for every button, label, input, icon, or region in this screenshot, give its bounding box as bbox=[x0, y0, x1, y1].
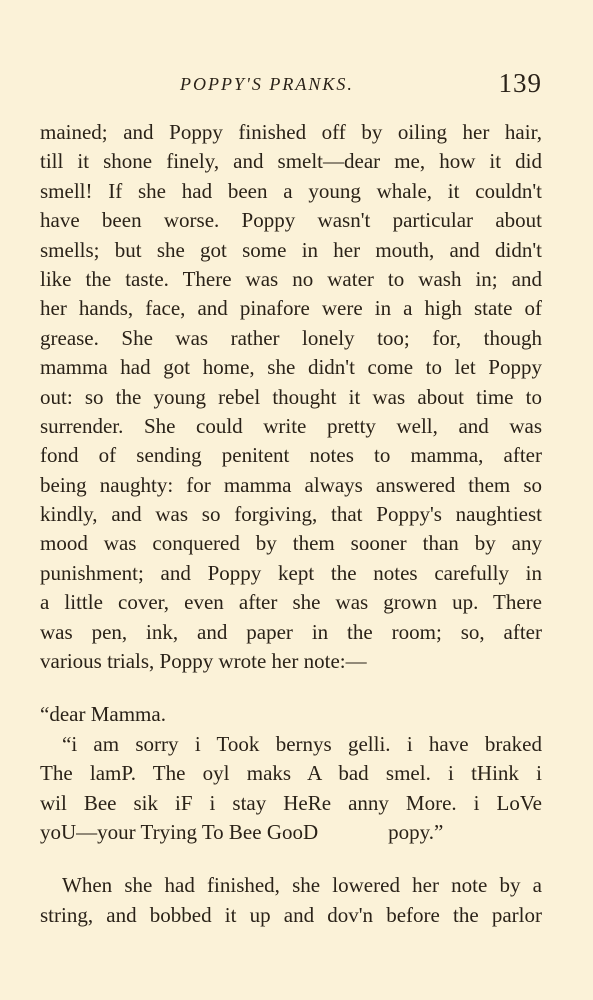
page-number: 139 bbox=[498, 68, 542, 98]
text-line: string, and bobbed it up and dov'n before the parlor bbox=[40, 902, 542, 927]
text-line: punishment; and Poppy kept the notes carefully in bbox=[40, 560, 542, 585]
text-line: grease. She was rather lonely too; for, though bbox=[40, 325, 542, 350]
text-line: When she had finished, she lowered her note by a bbox=[62, 873, 542, 898]
text-line: kindly, and was so forgiving, that Poppy's naughtiest bbox=[40, 502, 542, 527]
text-line: have been worse. Poppy wasn't particular about bbox=[40, 208, 542, 233]
body-text bbox=[40, 118, 542, 930]
running-title: POPPY'S PRANKS. bbox=[180, 74, 354, 94]
text-line: being naughty: for mamma always answered them so bbox=[40, 472, 542, 497]
text-line: like the taste. There was no water to wash in; and bbox=[40, 266, 542, 291]
text-line: till it shone finely, and smelt—dear me, how it did bbox=[40, 149, 542, 174]
paragraph-gap bbox=[40, 676, 542, 700]
text-line: mood was conquered by them sooner than by any bbox=[40, 531, 542, 556]
running-head bbox=[40, 68, 542, 108]
paragraph-gap bbox=[40, 847, 542, 871]
letter-signature: popy.” bbox=[388, 819, 444, 844]
text-line: her hands, face, and pinafore were in a high state of bbox=[40, 296, 542, 321]
text-line: fond of sending penitent notes to mamma, after bbox=[40, 443, 542, 468]
text-line: was pen, ink, and paper in the room; so, after bbox=[40, 619, 542, 644]
text-line: smell! If she had been a young whale, it couldn't bbox=[40, 178, 542, 203]
text-line: a little cover, even after she was grown up. There bbox=[40, 590, 542, 615]
paragraph-1 bbox=[40, 118, 542, 676]
letter-line: “i am sorry i Took bernys gelli. i have braked bbox=[62, 731, 542, 756]
letter-line: The lamP. The oyl maks A bad smel. i tHink i bbox=[40, 761, 542, 786]
letter bbox=[40, 700, 542, 847]
text-line: mained; and Poppy finished off by oiling her hair, bbox=[40, 120, 542, 144]
paragraph-2 bbox=[40, 871, 542, 930]
letter-line: wil Bee sik iF i stay HeRe anny More. i LoVe bbox=[40, 790, 542, 815]
text-line: surrender. She could write pretty well, and was bbox=[40, 413, 542, 438]
text-line: out: so the young rebel thought it was about time to bbox=[40, 384, 542, 409]
letter-closing bbox=[40, 818, 542, 847]
letter-salutation: “dear Mamma. bbox=[40, 702, 166, 727]
text-line: smells; but she got some in her mouth, and didn't bbox=[40, 237, 542, 262]
text-line: various trials, Poppy wrote her note:— bbox=[40, 649, 367, 674]
letter-closing-text: yoU—your Trying To Bee GooD bbox=[40, 819, 319, 844]
text-line: mamma had got home, she didn't come to let Poppy bbox=[40, 355, 542, 380]
